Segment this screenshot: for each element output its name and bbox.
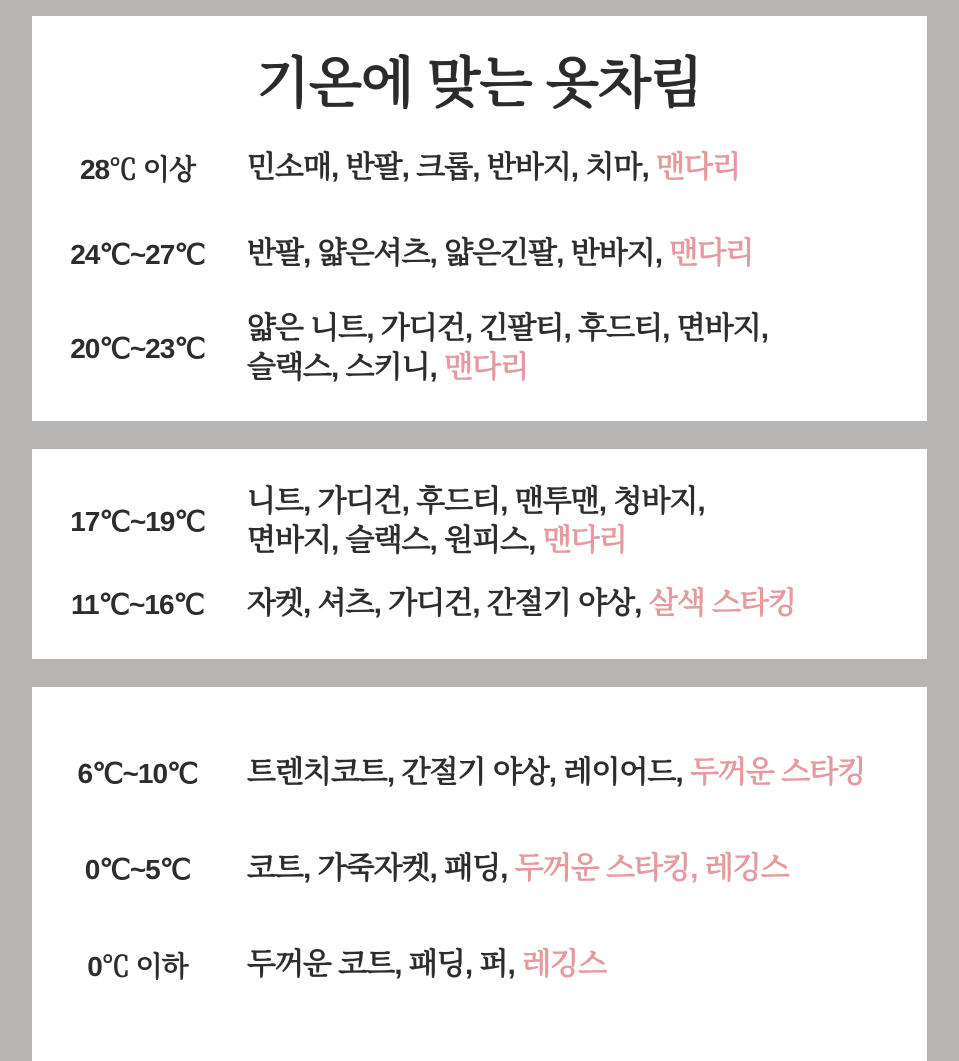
card-group-mild (32, 449, 927, 659)
temp-range-label: 0℃ 이하 (87, 951, 188, 983)
items-text: 슬랙스, 스키니, (247, 351, 445, 385)
temp-range-label: 0℃~5℃ (84, 853, 191, 885)
items-line-2 (247, 348, 915, 388)
table-row (32, 917, 927, 1013)
temp-range-label: 20℃~23℃ (70, 332, 205, 364)
items-highlight: 맨다리 (444, 351, 529, 385)
table-row (32, 125, 927, 211)
items-highlight: 레깅스 (522, 948, 607, 982)
items-text: 얇은 니트, 가디건, 긴팔티, 후드티, 면바지, (247, 311, 769, 345)
temp-range-label: 17℃~19℃ (70, 505, 205, 537)
clothing-items (247, 849, 927, 889)
items-text: 민소매, 반팔, 크롭, 반바지, 치마, (247, 151, 657, 185)
clothing-items (247, 148, 927, 188)
items-text: 트렌치코트, 간절기 야상, 레이어드, (247, 756, 691, 790)
items-highlight: 두꺼운 스타킹 (690, 756, 866, 790)
group-divider (32, 659, 927, 687)
clothing-items (247, 584, 927, 624)
table-row (32, 449, 927, 571)
card-top-padding (32, 687, 927, 725)
clothing-items (247, 945, 927, 985)
clothing-items (247, 234, 927, 274)
table-row (32, 725, 927, 821)
items-text: 두꺼운 코트, 패딩, 퍼, (247, 948, 523, 982)
items-highlight: 맨다리 (542, 524, 627, 558)
items-text: 면바지, 슬랙스, 원피스, (247, 524, 543, 558)
temp-range-label: 28℃ 이상 (79, 154, 196, 186)
table-row (32, 297, 927, 421)
temp-range-label: 11℃~16℃ (71, 588, 204, 620)
items-text: 자켓, 셔츠, 가디건, 간절기 야상, (247, 587, 649, 621)
items-text: 코트, 가죽자켓, 패딩, (247, 852, 515, 886)
items-highlight: 맨다리 (669, 237, 754, 271)
items-highlight: 살색 스타킹 (648, 587, 797, 621)
card-group-warm (32, 16, 927, 421)
card-group-cold (32, 687, 927, 1061)
page-title: 기온에 맞는 옷차림 (256, 52, 703, 114)
items-highlight: 두꺼운 스타킹, 레깅스 (514, 852, 789, 886)
title-block (32, 16, 927, 125)
items-highlight: 맨다리 (656, 151, 741, 185)
top-spacer (32, 0, 927, 16)
group-divider (32, 421, 927, 449)
items-text: 니트, 가디건, 후드티, 맨투맨, 청바지, (247, 484, 705, 518)
clothing-items (247, 482, 927, 561)
table-row (32, 211, 927, 297)
clothing-items (247, 753, 927, 793)
poster-sheet (32, 0, 927, 983)
clothing-items (247, 309, 927, 388)
table-row (32, 821, 927, 917)
table-row (32, 571, 927, 659)
temp-range-label: 6℃~10℃ (77, 757, 198, 789)
card-bottom-padding (32, 1013, 927, 1061)
temp-range-label: 24℃~27℃ (70, 238, 205, 270)
items-line-2 (247, 521, 915, 561)
items-text: 반팔, 얇은셔츠, 얇은긴팔, 반바지, (247, 237, 670, 271)
